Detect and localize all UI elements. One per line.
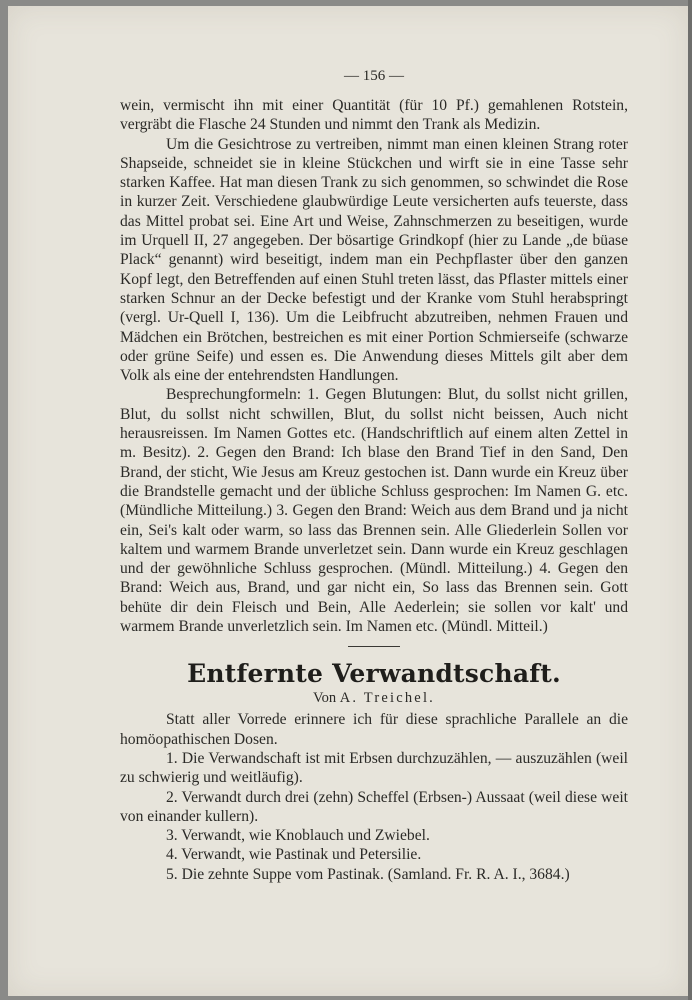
list-item: 5. Die zehnte Suppe vom Pastinak. (Samland. Fr. R. A. I., 3684.) [166, 865, 570, 883]
section-intro: Statt aller Vorrede erinnere ich für diese sprachliche Parallele an die homöopathischen Dosen. [120, 711, 628, 748]
scan-edge [688, 0, 692, 1000]
page-number: — 156 — [344, 68, 404, 84]
author-prefix: Von [312, 690, 337, 707]
paragraph-continuation: wein, vermischt ihn mit einer Quantität (für 10 Pf.) gemahlenen Rotstein, vergräbt die Flasche 24 Stunden und nimmt den Trank als Medizin. [120, 97, 628, 134]
section-divider [348, 646, 400, 647]
section-author [120, 689, 628, 708]
author-name: A. Treichel. [339, 690, 435, 707]
list-item: 3. Verwandt, wie Knoblauch und Zwiebel. [166, 827, 430, 845]
list-item: 4. Verwandt, wie Pastinak und Petersilie. [166, 846, 422, 864]
paragraph-remedies: Um die Gesichtrose zu vertreiben, nimmt man einen kleinen Strang roter Shapseide, schneidet sie in kleine Stückchen und wirft sie in eine Tasse sehr starken Kaffee. Hat man diesen Trank zu sich genommen, so schwindet die Rose in kurzer Zeit. Verschiedene glaubwürdige Leute versicherten aufs teuerste, dass das Mittel probat sei. Eine Art und Weise, Zahnschmerzen zu beseitigen, wurde im Urquell II, 27 angegeben. Der bösartige Grindkopf (hier zu Lande „de büase Plack“ genannt) wird beseitigt, indem man ein Pechpflaster über den ganzen Kopf legt, den Betreffenden auf einen Stuhl treten lässt, das Pflaster mittels einer starken Schnur an der Decke befestigt und der Kranke vom Stuhl herabspringt (vergl. Ur-Quell I, 136). Um die Leibfrucht abzutreiben, nehmen Frauen und Mädchen ein Brötchen, bestreichen es mit einer Portion Schmierseife (schwarze oder grüne Seife) und essen es. Die Anwendung dieses Mittels gilt aber dem Volk als eine der entehrendsten Handlungen. [120, 135, 628, 385]
paragraph-incantations: Besprechungformeln: 1. Gegen Blutungen: Blut, du sollst nicht grillen, Blut, du sollst nicht schwillen, Blut, du sollst nicht beissen, Auch nicht herausreissen. Im Namen Gottes etc. (Handschriftlich auf einem alten Zettel in m. Besitz). 2. Gegen den Brand: Ich blase den Brand Tief in den Sand, Den Brand, der sticht, Wie Jesus am Kreuz gestochen ist. Dann wurde ein Kreuz über die Brandstelle gemacht und der übliche Schluss gesprochen: Im Namen G. etc. (Mündliche Mitteilung.) 3. Gegen den Brand: Weich aus dem Brand und ja nicht ein, Sei's kalt oder warm, so lass das Brennen sein. Alle Gliederlein Sollen vor kaltem und warmem Brande unverletzet sein. Dann wurde ein Kreuz geschlagen und der gewöhnliche Schluss gesprochen. (Mündl. Mitteilung.) 4. Gegen den Brand: Weich aus, Brand, und gar nicht ein, So lass das Brennen sein. Gott behüte dir dein Fleisch und Bein, Alle Aederlein; sie sollen vor kalt' und warmem Brande unverletzlich sein. Im Namen etc. (Mündl. Mitteil.) [120, 386, 628, 636]
list-item: 1. Die Verwandschaft ist mit Erbsen durchzuzählen, — auszuzählen (weil zu schwierig und weitläufig). [120, 749, 628, 787]
book-page [8, 6, 688, 996]
page-text-block [120, 66, 628, 884]
list-item: 2. Verwandt durch drei (zehn) Scheffel (Erbsen-) Aussaat (weil diese weit von einander kullern). [120, 788, 628, 825]
section-title: Entfernte Verwandtschaft. [187, 659, 561, 689]
